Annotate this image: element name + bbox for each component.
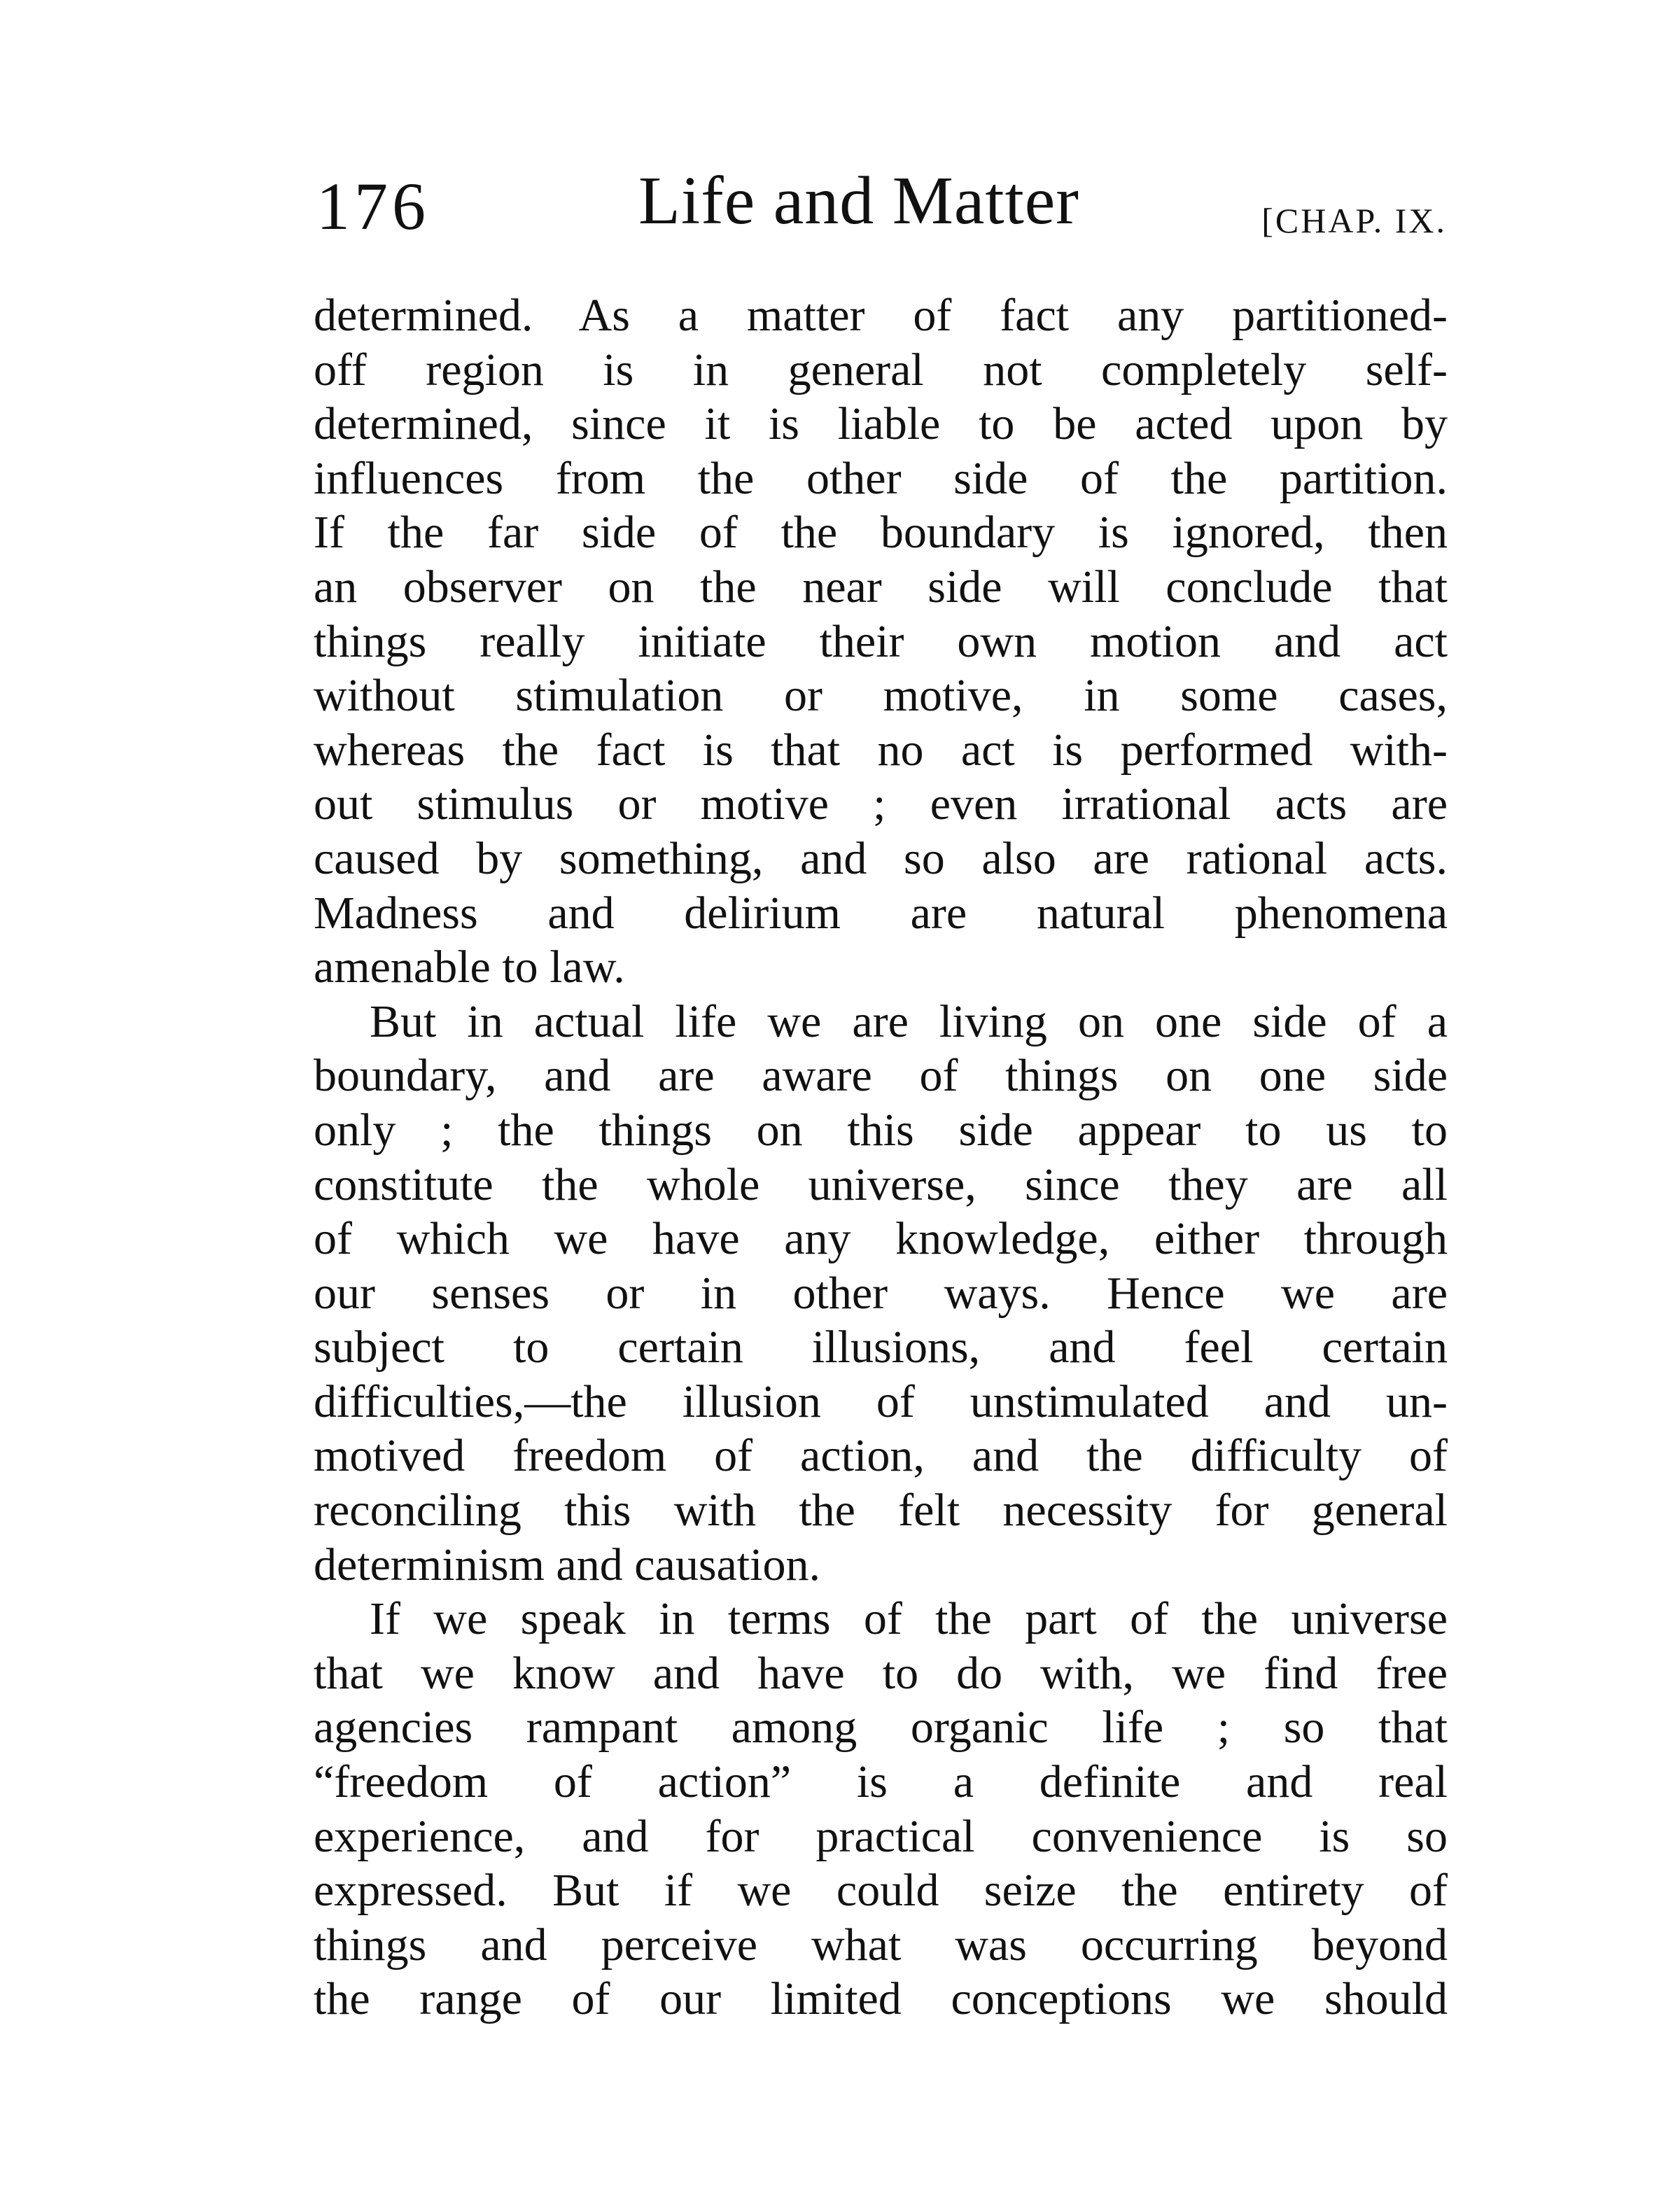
text-line: things and perceive what was occurring beyond [314, 1919, 1448, 1970]
text-line: of which we have any knowledge, either through [314, 1213, 1448, 1265]
text-line: subject to certain illusions, and feel certain [314, 1322, 1448, 1373]
text-line: experience, and for practical convenience is so [314, 1810, 1448, 1862]
text-line: But in actual life we are living on one side of a [370, 995, 1448, 1047]
text-line: whereas the fact is that no act is performed with- [314, 724, 1448, 776]
chapter-reference: [CHAP. IX. [1261, 201, 1447, 240]
text-line: constitute the whole universe, since they are all [314, 1158, 1448, 1210]
text-line: the range of our limited conceptions we should [314, 1973, 1448, 2025]
text-line: an observer on the near side will conclude that [314, 561, 1448, 612]
text-line: If we speak in terms of the part of the universe [370, 1593, 1448, 1645]
text-line: determinism and causation. [314, 1539, 820, 1590]
text-line: things really initiate their own motion and act [314, 615, 1448, 667]
text-line: “freedom of action” is a definite and real [314, 1756, 1448, 1808]
text-line: expressed. But if we could seize the entirety of [314, 1865, 1448, 1917]
text-line: reconciling this with the felt necessity for general [314, 1485, 1448, 1536]
text-line: determined, since it is liable to be acted upon by [314, 398, 1448, 450]
text-line: caused by something, and so also are rational acts. [314, 832, 1448, 884]
text-line: that we know and have to do with, we find free [314, 1647, 1448, 1699]
text-line: without stimulation or motive, in some cases, [314, 670, 1448, 722]
running-header [316, 164, 1447, 255]
page-number: 176 [316, 169, 430, 244]
running-title: Life and Matter [638, 163, 1079, 239]
text-line: motived freedom of action, and the difficulty of [314, 1430, 1448, 1482]
text-line: agencies rampant among organic life ; so that [314, 1702, 1448, 1754]
text-line: only ; the things on this side appear to us to [314, 1104, 1448, 1156]
text-line: influences from the other side of the partition. [314, 452, 1448, 504]
body-text [314, 288, 1448, 2026]
text-line: If the far side of the boundary is ignored, then [314, 507, 1448, 559]
text-line: difficulties,—the illusion of unstimulated and un- [314, 1376, 1448, 1427]
text-line: out stimulus or motive ; even irrational acts are [314, 778, 1448, 830]
text-line: off region is in general not completely self- [314, 344, 1448, 396]
text-line: determined. As a matter of fact any partitioned- [314, 290, 1448, 341]
text-line: Madness and delirium are natural phenomena [314, 887, 1448, 939]
text-line: amenable to law. [314, 941, 625, 993]
text-line: our senses or in other ways. Hence we are [314, 1267, 1448, 1319]
text-line: boundary, and are aware of things on one side [314, 1050, 1448, 1102]
